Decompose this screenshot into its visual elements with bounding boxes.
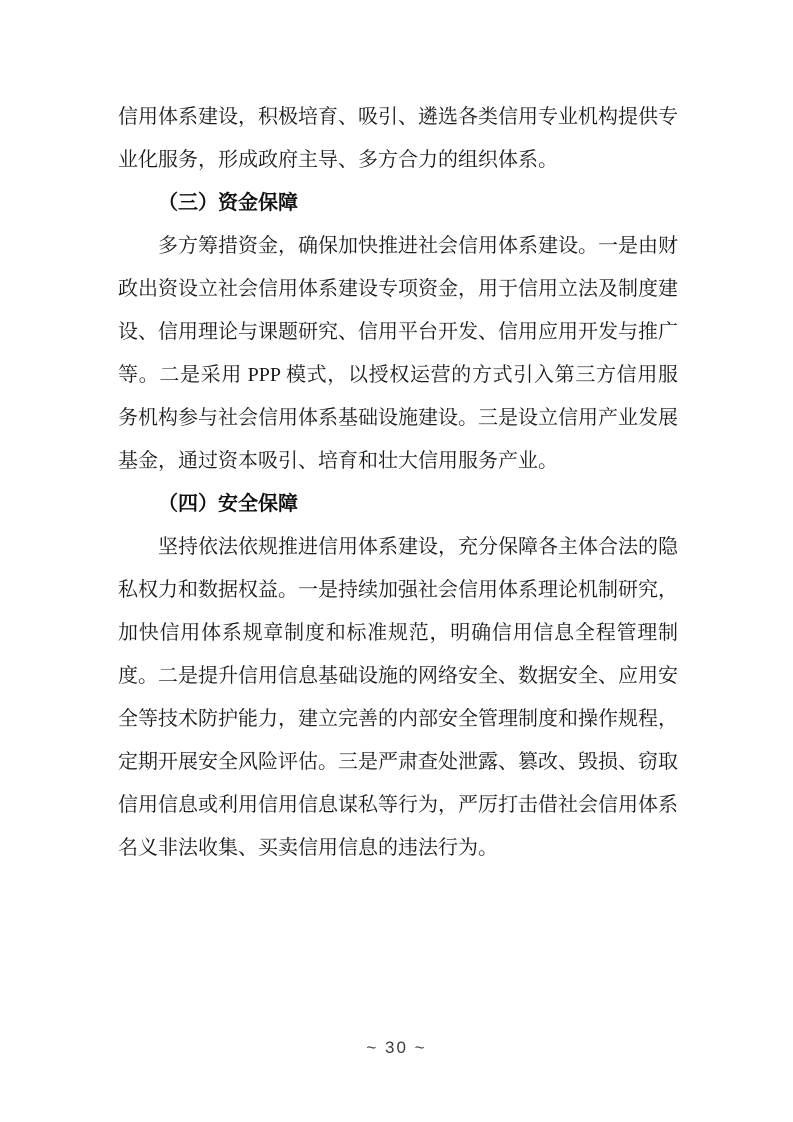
document-body bbox=[118, 96, 678, 870]
paragraph-security-guarantee: 坚持依法依规推进信用体系建设，充分保障各主体合法的隐私权力和数据权益。一是持续加强社会信用体系理论机制研究，加快信用体系规章制度和标准规范，明确信用信息全程管理制度。二是提升信用信息基础设施的网络安全、数据安全、应用安全等技术防护能力，建立完善的内部安全管理制度和操作规程，定期开展安全风险评估。三是严肃查处泄露、篡改、毁损、窃取信用信息或利用信用信息谋私等行为，严厉打击借社会信用体系名义非法收集、买卖信用信息的违法行为。 bbox=[118, 536, 678, 859]
section-heading-security-guarantee: （四）安全保障 bbox=[158, 493, 298, 515]
paragraph-funding-guarantee: 多方筹措资金，确保加快推进社会信用体系建设。一是由财政出资设立社会信用体系建设专项资金，用于信用立法及制度建设、信用理论与课题研究、信用平台开发、信用应用开发与推广等。二是采用 PPP 模式，以授权运营的方式引入第三方信用服务机构参与社会信用体系基础设施建设。三是设立信用产业发展基金，通过资本吸引、培育和壮大信用服务产业。 bbox=[118, 235, 678, 472]
section-heading-funding-guarantee: （三）资金保障 bbox=[158, 192, 298, 214]
paragraph-continuation: 信用体系建设，积极培育、吸引、遴选各类信用专业机构提供专业化服务，形成政府主导、多方合力的组织体系。 bbox=[118, 106, 678, 171]
page-number: ~ 30 ~ bbox=[366, 1038, 427, 1057]
